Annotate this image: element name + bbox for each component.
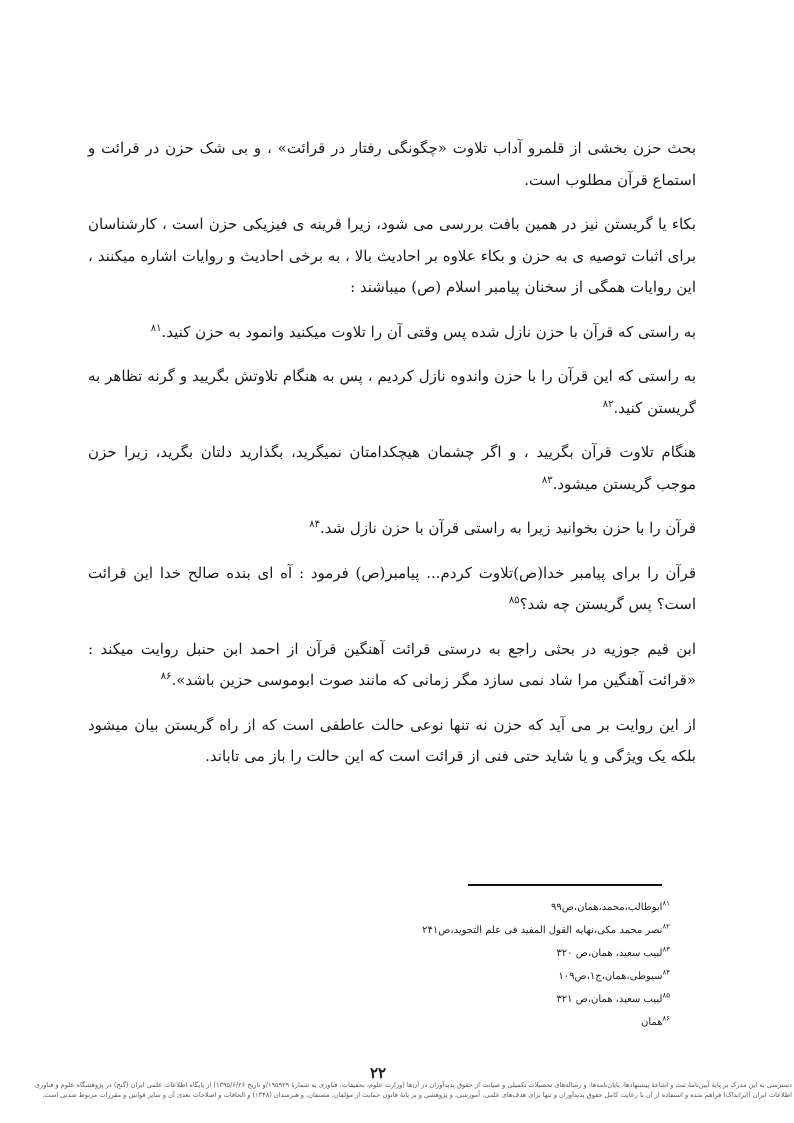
footnote-reference[interactable]: ۸۲ <box>602 398 614 410</box>
footnote-divider <box>468 884 662 886</box>
footnote-number: ۸۶ <box>662 1014 670 1023</box>
footnote-item <box>380 919 670 942</box>
footnote-text: نصر محمد مکی،نهایه القول المفید فی علم التجوید،ص۲۴۱ <box>422 925 663 936</box>
footnote-item <box>380 896 670 919</box>
paragraph: قرآن را برای پیامبر خدا(ص)تلاوت کردم... پیامبر(ص) فرمود : آه ای بنده صالح خدا این قرائت است؟ پس گریستن چه شد؟$^{۸۵}$ <box>88 563 696 613</box>
footnote-reference[interactable]: ۸۶ <box>160 671 172 682</box>
paragraph: قرآن را با حزن بخوانید زیرا به راستی قرآن با حزن نازل شد.$^{۸۴}$ <box>309 519 696 537</box>
footnote-number: ۸۵ <box>662 991 670 1000</box>
footnote-reference[interactable]: ۸۵ <box>508 595 520 606</box>
footnote-text: لبیب سعید، همان،ص ۳۲۱ <box>556 994 663 1005</box>
paragraph: هنگام تلاوت قرآن بگریید ، و اگر چشمان هیچکدامتان نمیگرید، بگذارید دلتان بگرید، زیرا حزن موجب گریستن میشود.$^{۸۳}$ <box>88 443 696 493</box>
copyright-disclaimer <box>2 1080 792 1100</box>
footnote-number: ۸۲ <box>662 922 670 931</box>
footnote-number: ۸۳ <box>662 945 670 954</box>
paragraph: بکاء یا گریستن نیز در همین بافت بررسی می شود، زیرا قرینه ی فیزیکی حزن است ، کارشناسان برای اثبات توصیه ی به حزن و بکاء علاوه بر احادیث بالا ، به برخی احادیث و روایات اشاره میکنند ، این روایات همگی از سخنان پیامبر اسلام (ص) میباشند : <box>88 215 696 296</box>
footnote-item <box>380 1011 670 1034</box>
footnote-number: ۸۴ <box>662 968 670 977</box>
footnote-text: سیوطی،همان،ج۱،ص۱۰۹ <box>558 971 663 982</box>
footnote-number: ۸۱ <box>662 899 670 908</box>
paragraph: از این روایت بر می آید که حزن نه تنها نوعی حالت عاطفی است که از راه گریستن بیان میشود بلکه یک ویژگی و یا شاید حتی فنی از قرائت است که این حالت را باز می تاباند. <box>88 715 696 765</box>
footnote-reference[interactable]: ۸۴ <box>309 519 320 530</box>
footnote-text: همان <box>641 1017 663 1028</box>
body-text <box>88 133 696 786</box>
paragraph: به راستی که این قرآن را با حزن واندوه نازل کردیم ، پس به هنگام تلاوتش بگریید و گرنه تظاهر به گریستن کنید.$^{۸۲}$ <box>88 367 696 417</box>
paragraph: ابن قیم جوزیه در بحثی راجع به درستی قرائت آهنگین قرآن از احمد ابن حنبل روایت میکند : «قرائت آهنگین مرا شاد نمی سازد مگر زمانی که مانند صوت ابوموسی حزین باشد».$^{۸۶}$ <box>88 639 696 689</box>
footnote-text: ابوطالب،محمد،همان،ص۹۹ <box>551 902 663 913</box>
footnote-reference[interactable]: ۸۳ <box>541 474 553 486</box>
paragraph: به راستی که قرآن با حزن نازل شده پس وقتی آن را تلاوت میکنید وانمود به حزن کنید.$^{۸۱}$ <box>150 322 696 341</box>
footnote-reference[interactable]: ۸۱ <box>150 322 162 334</box>
footnote-item <box>380 965 670 988</box>
footnote-item <box>380 942 670 965</box>
page-number: ۲۲ <box>369 1064 387 1082</box>
footnotes <box>380 896 670 1034</box>
disclaimer-line: اطلاعات ایران (ایرانداک) فراهم شده و استفاده از آن با رعایت کامل حقوق پدیدآوران و تنها برای هدف‌های علمی، آموزشی، و پژوهشی و بر پایهٔ قانون حمایت از مؤلفان، مصنفان، و هنرمندان (۱۳۴۸) و الحاقات و اصلاحات بعدی آن و سایر قوانین و مقررات مربوط شدنی است. <box>42 1091 792 1099</box>
footnote-text: لبیب سعید، همان،ص ۳۲۰ <box>556 948 663 959</box>
disclaimer-line: دسترسی به این مدرک بر پایهٔ آیین‌نامهٔ ثبت و اشاعهٔ پیشنهادها، پایان‌نامه‌ها، و رساله‌های تحصیلات تکمیلی و صیانت از حقوق پدیدآوران در آن‌ها (وزارت علوم، تحقیقات، فناوری به شمارهٔ ۱۹۵۹۲۹/و تاریخ ۱۳۹۵/۶/۲۶) از پایگاه اطلاعات علمی ایران (گنج) در پژوهشگاه علوم و فناوری <box>34 1081 792 1089</box>
footnote-item <box>380 988 670 1011</box>
paragraph: بحث حزن بخشی از قلمرو آداب تلاوت «چگونگی رفتار در قرائت» ، و بی شک حزن در قرائت و استماع قرآن مطلوب است. <box>88 139 696 189</box>
